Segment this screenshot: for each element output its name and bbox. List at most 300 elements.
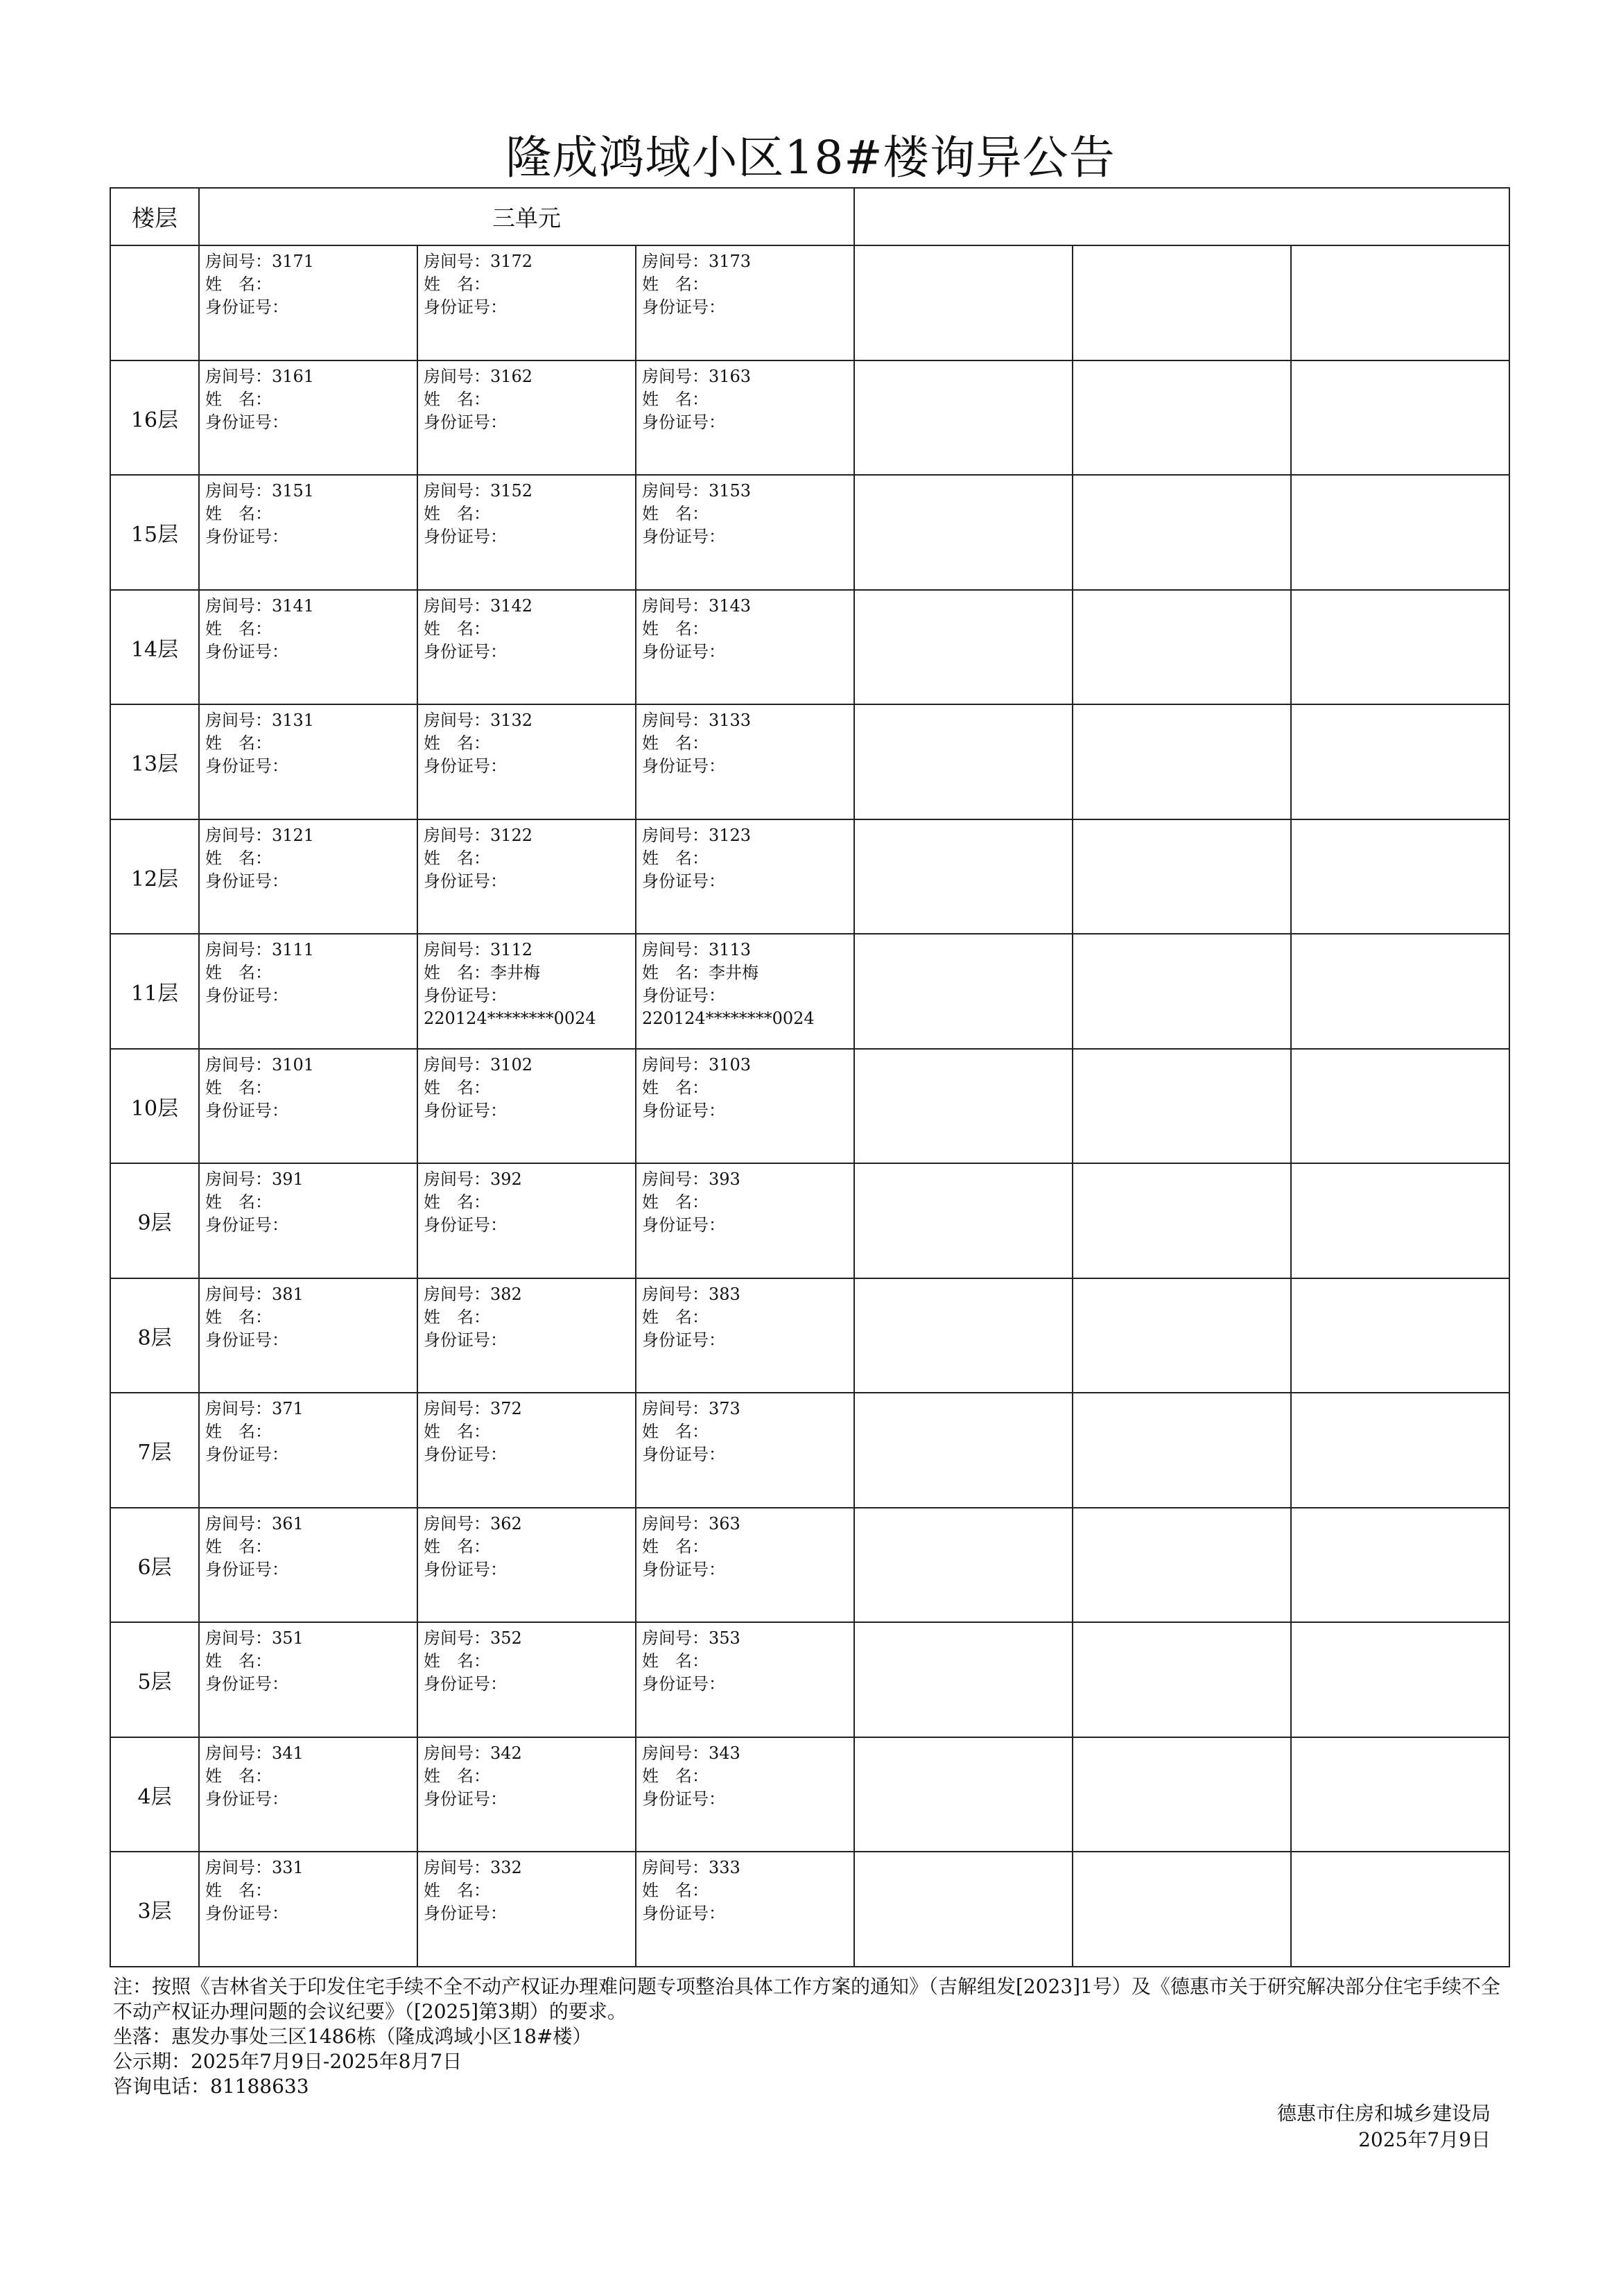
table-row bbox=[110, 1049, 1509, 1164]
room-cell-content bbox=[200, 246, 417, 319]
owner-name: 姓 名： bbox=[205, 963, 272, 983]
floor-label: 7层 bbox=[110, 1393, 199, 1508]
empty-cell bbox=[1073, 245, 1291, 360]
room-cell-content bbox=[636, 1508, 853, 1581]
owner-name: 姓 名： bbox=[424, 275, 490, 295]
floor-label: 9层 bbox=[110, 1163, 199, 1278]
empty-cell bbox=[854, 360, 1073, 476]
id-label: 身份证号： bbox=[424, 412, 507, 432]
room-cell-content bbox=[200, 1738, 417, 1811]
id-label: 身份证号： bbox=[424, 527, 507, 547]
room-number: 房间号：3152 bbox=[424, 481, 533, 501]
id-label: 身份证号： bbox=[424, 986, 507, 1006]
table-row bbox=[110, 1508, 1509, 1623]
room-number: 房间号：342 bbox=[424, 1743, 522, 1763]
header-floor: 楼层 bbox=[110, 188, 199, 245]
issuer-block bbox=[1277, 2101, 1491, 2153]
room-number: 房间号：392 bbox=[424, 1169, 522, 1190]
empty-cell bbox=[1291, 245, 1509, 360]
room-number: 房间号：3103 bbox=[642, 1054, 752, 1075]
owner-name: 姓 名： bbox=[205, 1651, 272, 1671]
id-label: 身份证号： bbox=[424, 1215, 507, 1235]
room-cell-content bbox=[418, 1393, 635, 1466]
floor-label: 15层 bbox=[110, 475, 199, 590]
table-header-row bbox=[110, 188, 1509, 245]
room-cell-content bbox=[418, 1738, 635, 1811]
id-label: 身份证号： bbox=[642, 1789, 725, 1809]
room-number: 房间号：362 bbox=[424, 1513, 522, 1533]
room-cell bbox=[417, 934, 636, 1049]
location-text: 坐落：惠发办事处三区1486栋（隆成鸿域小区18#楼） bbox=[113, 2025, 592, 2048]
room-cell bbox=[417, 1852, 636, 1967]
owner-name: 姓 名： bbox=[424, 1536, 490, 1556]
room-cell bbox=[199, 590, 417, 705]
room-cell bbox=[417, 704, 636, 819]
floor-label: 12层 bbox=[110, 819, 199, 934]
floor-label: 5层 bbox=[110, 1622, 199, 1737]
room-cell-content bbox=[200, 1050, 417, 1122]
empty-cell bbox=[854, 1278, 1073, 1393]
floor-label: 4层 bbox=[110, 1737, 199, 1852]
empty-cell bbox=[1291, 1737, 1509, 1852]
id-label: 身份证号： bbox=[642, 1100, 725, 1120]
room-number: 房间号：3132 bbox=[424, 711, 533, 731]
floor-label: 16层 bbox=[110, 360, 199, 476]
owner-name: 姓 名： bbox=[642, 1766, 709, 1786]
room-cell-content bbox=[636, 246, 853, 319]
room-cell bbox=[199, 1508, 417, 1623]
owner-name: 姓 名： bbox=[424, 733, 490, 754]
room-number: 房间号：3111 bbox=[205, 940, 315, 960]
empty-cell bbox=[1073, 360, 1291, 476]
id-label: 身份证号： bbox=[205, 1904, 288, 1924]
id-label: 身份证号： bbox=[642, 1330, 725, 1350]
room-cell-content bbox=[418, 1623, 635, 1696]
id-label: 身份证号： bbox=[642, 1904, 725, 1924]
room-number: 房间号：3122 bbox=[424, 825, 533, 845]
room-cell-content bbox=[418, 591, 635, 663]
room-number: 房间号：3161 bbox=[205, 366, 315, 386]
note-text: 注：按照《吉林省关于印发住宅手续不全不动产权证办理难问题专项整治具体工作方案的通知》（吉解组发[2023]1号）及《德惠市关于研究解决部分住宅手续不全不动产权证办理问题的会议纪要》（[2025]第3期）的要求。 bbox=[113, 1975, 1500, 2023]
room-cell-content bbox=[636, 1050, 853, 1122]
table-row bbox=[110, 1622, 1509, 1737]
room-number: 房间号：3101 bbox=[205, 1054, 315, 1075]
id-label: 身份证号： bbox=[642, 871, 725, 891]
room-cell bbox=[417, 1049, 636, 1164]
room-cell bbox=[417, 475, 636, 590]
room-cell-content bbox=[418, 1279, 635, 1352]
room-cell-content bbox=[418, 246, 635, 319]
empty-cell bbox=[854, 1163, 1073, 1278]
room-cell bbox=[417, 360, 636, 476]
room-cell bbox=[636, 1393, 854, 1508]
room-cell bbox=[636, 1163, 854, 1278]
room-number: 房间号：3153 bbox=[642, 481, 752, 501]
empty-cell bbox=[1073, 1278, 1291, 1393]
room-number: 房间号：3172 bbox=[424, 252, 533, 272]
empty-cell bbox=[854, 1393, 1073, 1508]
room-number: 房间号：352 bbox=[424, 1628, 522, 1649]
header-empty bbox=[854, 188, 1509, 245]
room-number: 房间号：333 bbox=[642, 1858, 740, 1878]
room-number: 房间号：372 bbox=[424, 1399, 522, 1419]
room-cell bbox=[199, 1737, 417, 1852]
empty-cell bbox=[1073, 1622, 1291, 1737]
room-cell-content bbox=[200, 1164, 417, 1237]
room-cell bbox=[417, 1163, 636, 1278]
room-cell bbox=[199, 1852, 417, 1967]
owner-name: 姓 名： bbox=[642, 1077, 709, 1097]
owner-name: 姓 名： bbox=[205, 618, 272, 638]
empty-cell bbox=[854, 245, 1073, 360]
floor-label: 6层 bbox=[110, 1508, 199, 1623]
owner-name: 姓 名： bbox=[205, 504, 272, 524]
table-row bbox=[110, 360, 1509, 476]
room-cell-content bbox=[200, 361, 417, 434]
room-number: 房间号：371 bbox=[205, 1399, 304, 1419]
empty-cell bbox=[854, 1622, 1073, 1737]
room-cell bbox=[199, 1163, 417, 1278]
owner-name: 姓 名： bbox=[205, 1077, 272, 1097]
empty-cell bbox=[854, 475, 1073, 590]
id-label: 身份证号： bbox=[205, 1215, 288, 1235]
room-number: 房间号：363 bbox=[642, 1513, 740, 1533]
table-row bbox=[110, 245, 1509, 360]
room-number: 房间号：3142 bbox=[424, 595, 533, 616]
room-cell-content bbox=[200, 820, 417, 893]
room-number: 房间号：3113 bbox=[642, 940, 752, 960]
room-number: 房间号：3112 bbox=[424, 940, 533, 960]
issuer-date: 2025年7月9日 bbox=[1358, 2128, 1491, 2151]
id-label: 身份证号： bbox=[424, 1904, 507, 1924]
page-title: 隆成鸿域小区18#楼询异公告 bbox=[505, 131, 1116, 184]
floor-label: 8层 bbox=[110, 1278, 199, 1393]
id-label: 身份证号： bbox=[424, 1789, 507, 1809]
room-number: 房间号：383 bbox=[642, 1284, 740, 1304]
owner-name: 姓 名： bbox=[424, 848, 490, 868]
empty-cell bbox=[1291, 360, 1509, 476]
id-label: 身份证号： bbox=[642, 641, 725, 661]
owner-name: 姓 名： bbox=[205, 1422, 272, 1442]
floor-label: 11层 bbox=[110, 934, 199, 1049]
empty-cell bbox=[1291, 704, 1509, 819]
room-number: 房间号：373 bbox=[642, 1399, 740, 1419]
id-label: 身份证号： bbox=[205, 412, 288, 432]
id-label: 身份证号： bbox=[424, 1330, 507, 1350]
room-number: 房间号：3102 bbox=[424, 1054, 533, 1075]
room-cell-content bbox=[200, 476, 417, 548]
owner-name: 姓 名： bbox=[642, 504, 709, 524]
room-cell-content bbox=[636, 934, 853, 1030]
owner-name: 姓 名： bbox=[424, 618, 490, 638]
room-number: 房间号：3173 bbox=[642, 252, 752, 272]
room-cell bbox=[417, 1737, 636, 1852]
room-cell bbox=[636, 590, 854, 705]
room-cell bbox=[199, 1049, 417, 1164]
room-number: 房间号：3141 bbox=[205, 595, 315, 616]
owner-name: 姓 名： bbox=[642, 1881, 709, 1901]
owner-name: 姓 名： bbox=[205, 1192, 272, 1212]
table-row bbox=[110, 1737, 1509, 1852]
room-cell bbox=[636, 1049, 854, 1164]
id-label: 身份证号： bbox=[424, 1559, 507, 1579]
table-row bbox=[110, 1163, 1509, 1278]
empty-cell bbox=[1073, 1393, 1291, 1508]
id-label: 身份证号： bbox=[424, 1674, 507, 1694]
owner-name: 姓 名： bbox=[205, 1766, 272, 1786]
table-row bbox=[110, 475, 1509, 590]
empty-cell bbox=[854, 1852, 1073, 1967]
id-label: 身份证号： bbox=[205, 1789, 288, 1809]
room-cell bbox=[417, 819, 636, 934]
room-number: 房间号：393 bbox=[642, 1169, 740, 1190]
id-label: 身份证号： bbox=[642, 527, 725, 547]
table-row bbox=[110, 1852, 1509, 1967]
empty-cell bbox=[854, 704, 1073, 819]
empty-cell bbox=[1073, 590, 1291, 705]
owner-name: 姓 名： bbox=[424, 1422, 490, 1442]
empty-cell bbox=[1073, 819, 1291, 934]
room-cell bbox=[199, 245, 417, 360]
empty-cell bbox=[1073, 1049, 1291, 1164]
room-cell-content bbox=[636, 591, 853, 663]
room-cell bbox=[636, 1508, 854, 1623]
room-cell-content bbox=[636, 1623, 853, 1696]
empty-cell bbox=[1291, 1163, 1509, 1278]
id-label: 身份证号： bbox=[642, 1445, 725, 1465]
owner-name: 姓 名： bbox=[205, 1536, 272, 1556]
owner-name: 姓 名： bbox=[205, 275, 272, 295]
room-number: 房间号：391 bbox=[205, 1169, 304, 1190]
room-number: 房间号：361 bbox=[205, 1513, 304, 1533]
room-cell bbox=[199, 1393, 417, 1508]
room-cell-content bbox=[636, 705, 853, 778]
room-cell-content bbox=[636, 361, 853, 434]
room-cell-content bbox=[418, 1508, 635, 1581]
id-label: 身份证号： bbox=[205, 756, 288, 776]
room-cell-content bbox=[200, 1508, 417, 1581]
empty-cell bbox=[854, 934, 1073, 1049]
owner-name: 姓 名： bbox=[642, 1536, 709, 1556]
room-cell-content bbox=[200, 1393, 417, 1466]
room-cell bbox=[636, 1852, 854, 1967]
room-number: 房间号：3123 bbox=[642, 825, 752, 845]
owner-name: 姓 名： bbox=[642, 848, 709, 868]
room-cell-content bbox=[418, 361, 635, 434]
room-cell bbox=[636, 360, 854, 476]
room-cell bbox=[417, 245, 636, 360]
room-cell bbox=[636, 704, 854, 819]
room-cell-content bbox=[418, 820, 635, 893]
id-label: 身份证号： bbox=[205, 1330, 288, 1350]
empty-cell bbox=[1291, 1049, 1509, 1164]
room-number: 房间号：351 bbox=[205, 1628, 304, 1649]
id-label: 身份证号： bbox=[205, 527, 288, 547]
id-label: 身份证号： bbox=[205, 986, 288, 1006]
room-cell bbox=[417, 1508, 636, 1623]
id-label: 身份证号： bbox=[642, 412, 725, 432]
owner-name: 姓 名： bbox=[642, 618, 709, 638]
owner-name: 姓 名： bbox=[205, 1307, 272, 1327]
owner-name: 姓 名： bbox=[205, 848, 272, 868]
room-cell-content bbox=[636, 820, 853, 893]
owner-name: 姓 名：李井梅 bbox=[424, 963, 540, 983]
id-label: 身份证号： bbox=[424, 641, 507, 661]
owner-name: 姓 名：李井梅 bbox=[642, 963, 759, 983]
id-number: 220124********0024 bbox=[424, 1009, 596, 1029]
id-label: 身份证号： bbox=[205, 871, 288, 891]
id-label: 身份证号： bbox=[424, 1100, 507, 1120]
empty-cell bbox=[854, 1508, 1073, 1623]
owner-name: 姓 名： bbox=[424, 504, 490, 524]
id-label: 身份证号： bbox=[642, 986, 725, 1006]
id-label: 身份证号： bbox=[205, 1445, 288, 1465]
room-number: 房间号：353 bbox=[642, 1628, 740, 1649]
room-cell-content bbox=[636, 1279, 853, 1352]
id-label: 身份证号： bbox=[424, 871, 507, 891]
room-cell bbox=[199, 475, 417, 590]
room-cell-content bbox=[418, 705, 635, 778]
owner-name: 姓 名： bbox=[642, 275, 709, 295]
table-row bbox=[110, 819, 1509, 934]
room-cell bbox=[636, 1737, 854, 1852]
empty-cell bbox=[1073, 1737, 1291, 1852]
footer-note bbox=[113, 1974, 1507, 2099]
empty-cell bbox=[1291, 934, 1509, 1049]
room-cell-content bbox=[418, 934, 635, 1030]
floor-label: 3层 bbox=[110, 1852, 199, 1967]
owner-name: 姓 名： bbox=[424, 389, 490, 409]
table-row bbox=[110, 590, 1509, 705]
floor-label bbox=[110, 245, 199, 360]
room-number: 房间号：3151 bbox=[205, 481, 315, 501]
empty-cell bbox=[1291, 1852, 1509, 1967]
room-cell bbox=[417, 1278, 636, 1393]
room-cell bbox=[199, 1278, 417, 1393]
phone-text: 咨询电话：81188633 bbox=[113, 2075, 309, 2098]
table-row bbox=[110, 704, 1509, 819]
room-cell-content bbox=[636, 476, 853, 548]
owner-name: 姓 名： bbox=[642, 1192, 709, 1212]
room-cell bbox=[199, 819, 417, 934]
owner-name: 姓 名： bbox=[205, 1881, 272, 1901]
empty-cell bbox=[854, 819, 1073, 934]
empty-cell bbox=[854, 590, 1073, 705]
id-label: 身份证号： bbox=[205, 641, 288, 661]
room-number: 房间号：332 bbox=[424, 1858, 522, 1878]
room-cell bbox=[636, 245, 854, 360]
room-cell bbox=[636, 819, 854, 934]
room-cell-content bbox=[200, 1852, 417, 1925]
empty-cell bbox=[1291, 1278, 1509, 1393]
room-cell bbox=[417, 1622, 636, 1737]
owner-name: 姓 名： bbox=[424, 1651, 490, 1671]
id-label: 身份证号： bbox=[205, 297, 288, 318]
room-cell bbox=[636, 475, 854, 590]
owner-name: 姓 名： bbox=[424, 1307, 490, 1327]
room-cell bbox=[636, 1278, 854, 1393]
owner-name: 姓 名： bbox=[642, 1422, 709, 1442]
room-cell-content bbox=[636, 1393, 853, 1466]
table-row bbox=[110, 1393, 1509, 1508]
table-row bbox=[110, 934, 1509, 1049]
room-cell-content bbox=[636, 1738, 853, 1811]
room-cell bbox=[636, 934, 854, 1049]
owner-name: 姓 名： bbox=[642, 389, 709, 409]
id-label: 身份证号： bbox=[642, 1674, 725, 1694]
room-cell-content bbox=[636, 1852, 853, 1925]
room-number: 房间号：3131 bbox=[205, 711, 315, 731]
empty-cell bbox=[854, 1737, 1073, 1852]
room-cell-content bbox=[418, 1050, 635, 1122]
id-label: 身份证号： bbox=[424, 1445, 507, 1465]
empty-cell bbox=[1291, 1393, 1509, 1508]
room-cell bbox=[199, 934, 417, 1049]
empty-cell bbox=[1073, 934, 1291, 1049]
empty-cell bbox=[1073, 1163, 1291, 1278]
room-number: 房间号：381 bbox=[205, 1284, 304, 1304]
room-cell bbox=[417, 1393, 636, 1508]
header-unit: 三单元 bbox=[199, 188, 854, 245]
id-label: 身份证号： bbox=[205, 1559, 288, 1579]
room-cell bbox=[417, 590, 636, 705]
empty-cell bbox=[1291, 1508, 1509, 1623]
room-cell-content bbox=[418, 1164, 635, 1237]
owner-name: 姓 名： bbox=[642, 1307, 709, 1327]
room-cell bbox=[199, 360, 417, 476]
empty-cell bbox=[1291, 475, 1509, 590]
id-label: 身份证号： bbox=[642, 297, 725, 318]
room-cell bbox=[199, 704, 417, 819]
table-row bbox=[110, 1278, 1509, 1393]
id-label: 身份证号： bbox=[424, 297, 507, 318]
room-number: 房间号：3121 bbox=[205, 825, 315, 845]
owner-name: 姓 名： bbox=[424, 1077, 490, 1097]
room-number: 房间号：382 bbox=[424, 1284, 522, 1304]
room-number: 房间号：3171 bbox=[205, 252, 315, 272]
empty-cell bbox=[1291, 1622, 1509, 1737]
room-number: 房间号：341 bbox=[205, 1743, 304, 1763]
room-number: 房间号：3163 bbox=[642, 366, 752, 386]
room-cell-content bbox=[418, 1852, 635, 1925]
floor-label: 13层 bbox=[110, 704, 199, 819]
room-number: 房间号：3162 bbox=[424, 366, 533, 386]
room-cell-content bbox=[200, 591, 417, 663]
id-label: 身份证号： bbox=[642, 1559, 725, 1579]
room-number: 房间号：331 bbox=[205, 1858, 304, 1878]
id-label: 身份证号： bbox=[642, 1215, 725, 1235]
room-cell bbox=[636, 1622, 854, 1737]
owner-name: 姓 名： bbox=[424, 1192, 490, 1212]
inquiry-table bbox=[110, 187, 1510, 1967]
id-label: 身份证号： bbox=[642, 756, 725, 776]
owner-name: 姓 名： bbox=[424, 1881, 490, 1901]
room-number: 房间号：3133 bbox=[642, 711, 752, 731]
empty-cell bbox=[1073, 1508, 1291, 1623]
room-cell-content bbox=[200, 934, 417, 1007]
empty-cell bbox=[1073, 475, 1291, 590]
room-number: 房间号：343 bbox=[642, 1743, 740, 1763]
period-text: 公示期：2025年7月9日-2025年8月7日 bbox=[113, 2050, 462, 2073]
room-cell bbox=[199, 1622, 417, 1737]
empty-cell bbox=[854, 1049, 1073, 1164]
id-label: 身份证号： bbox=[205, 1674, 288, 1694]
id-label: 身份证号： bbox=[205, 1100, 288, 1120]
owner-name: 姓 名： bbox=[424, 1766, 490, 1786]
room-cell-content bbox=[200, 705, 417, 778]
floor-label: 14层 bbox=[110, 590, 199, 705]
owner-name: 姓 名： bbox=[205, 389, 272, 409]
